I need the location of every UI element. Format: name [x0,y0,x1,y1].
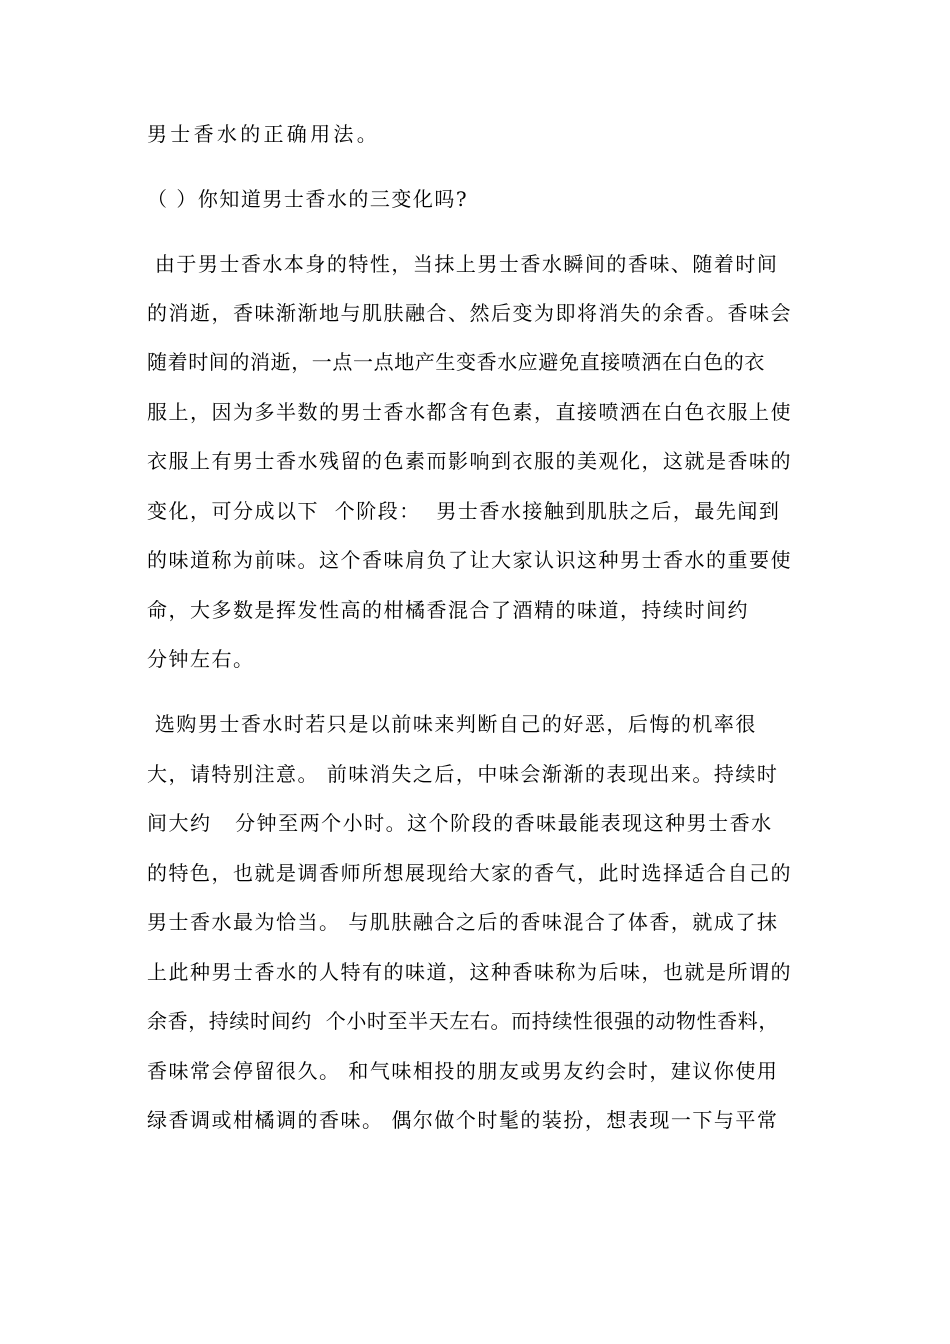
text-line: 香味常会停留很久。 和气味相投的朋友或男友约会时，建议你使用 [147,1059,779,1083]
text-line: 余香，持续时间约 个小时至半天左右。而持续性很强的动物性香料， [147,1009,779,1033]
text-line: 服上，因为多半数的男士香水都含有色素，直接喷洒在白色衣服上使 [147,400,792,424]
text-line: 衣服上有男士香水残留的色素而影响到衣服的美观化，这就是香味的 [147,449,792,473]
text-line-heading: 男士香水的正确用法。 [147,122,380,146]
text-line: 的味道称为前味。这个香味肩负了让大家认识这种男士香水的重要使 [147,548,792,572]
text-line: 男士香水最为恰当。 与肌肤融合之后的香味混合了体香，就成了抹 [147,910,779,934]
text-line: 分钟左右。 [147,647,255,671]
text-line: 命，大多数是挥发性高的柑橘香混合了酒精的味道，持续时间约 [147,598,749,622]
text-line: 的消逝，香味渐渐地与肌肤融合、然后变为即将消失的余香。香味会 [147,301,792,325]
text-line-question: （ ）你知道男士香水的三变化吗? [147,187,469,211]
text-line: 上此种男士香水的人特有的味道，这种香味称为后味，也就是所谓的 [147,960,792,984]
text-line: 由于男士香水本身的特性，当抹上男士香水瞬间的香味、随着时间 [147,252,779,276]
text-line: 绿香调或柑橘调的香味。 偶尔做个时髦的装扮，想表现一下与平常 [147,1108,779,1132]
text-line: 大，请特别注意。 前味消失之后，中味会渐渐的表现出来。持续时 [147,762,779,786]
text-line: 随着时间的消逝，一点一点地产生变香水应避免直接喷洒在白色的衣 [147,350,765,374]
text-line: 变化，可分成以下 个阶段： 男士香水接触到肌肤之后，最先闻到 [147,499,781,523]
text-line: 间大约 分钟至两个小时。这个阶段的香味最能表现这种男士香水 [147,811,773,835]
text-line: 的特色，也就是调香师所想展现给大家的香气，此时选择适合自己的 [147,861,792,885]
text-line: 选购男士香水时若只是以前味来判断自己的好恶，后悔的机率很 [147,712,757,736]
